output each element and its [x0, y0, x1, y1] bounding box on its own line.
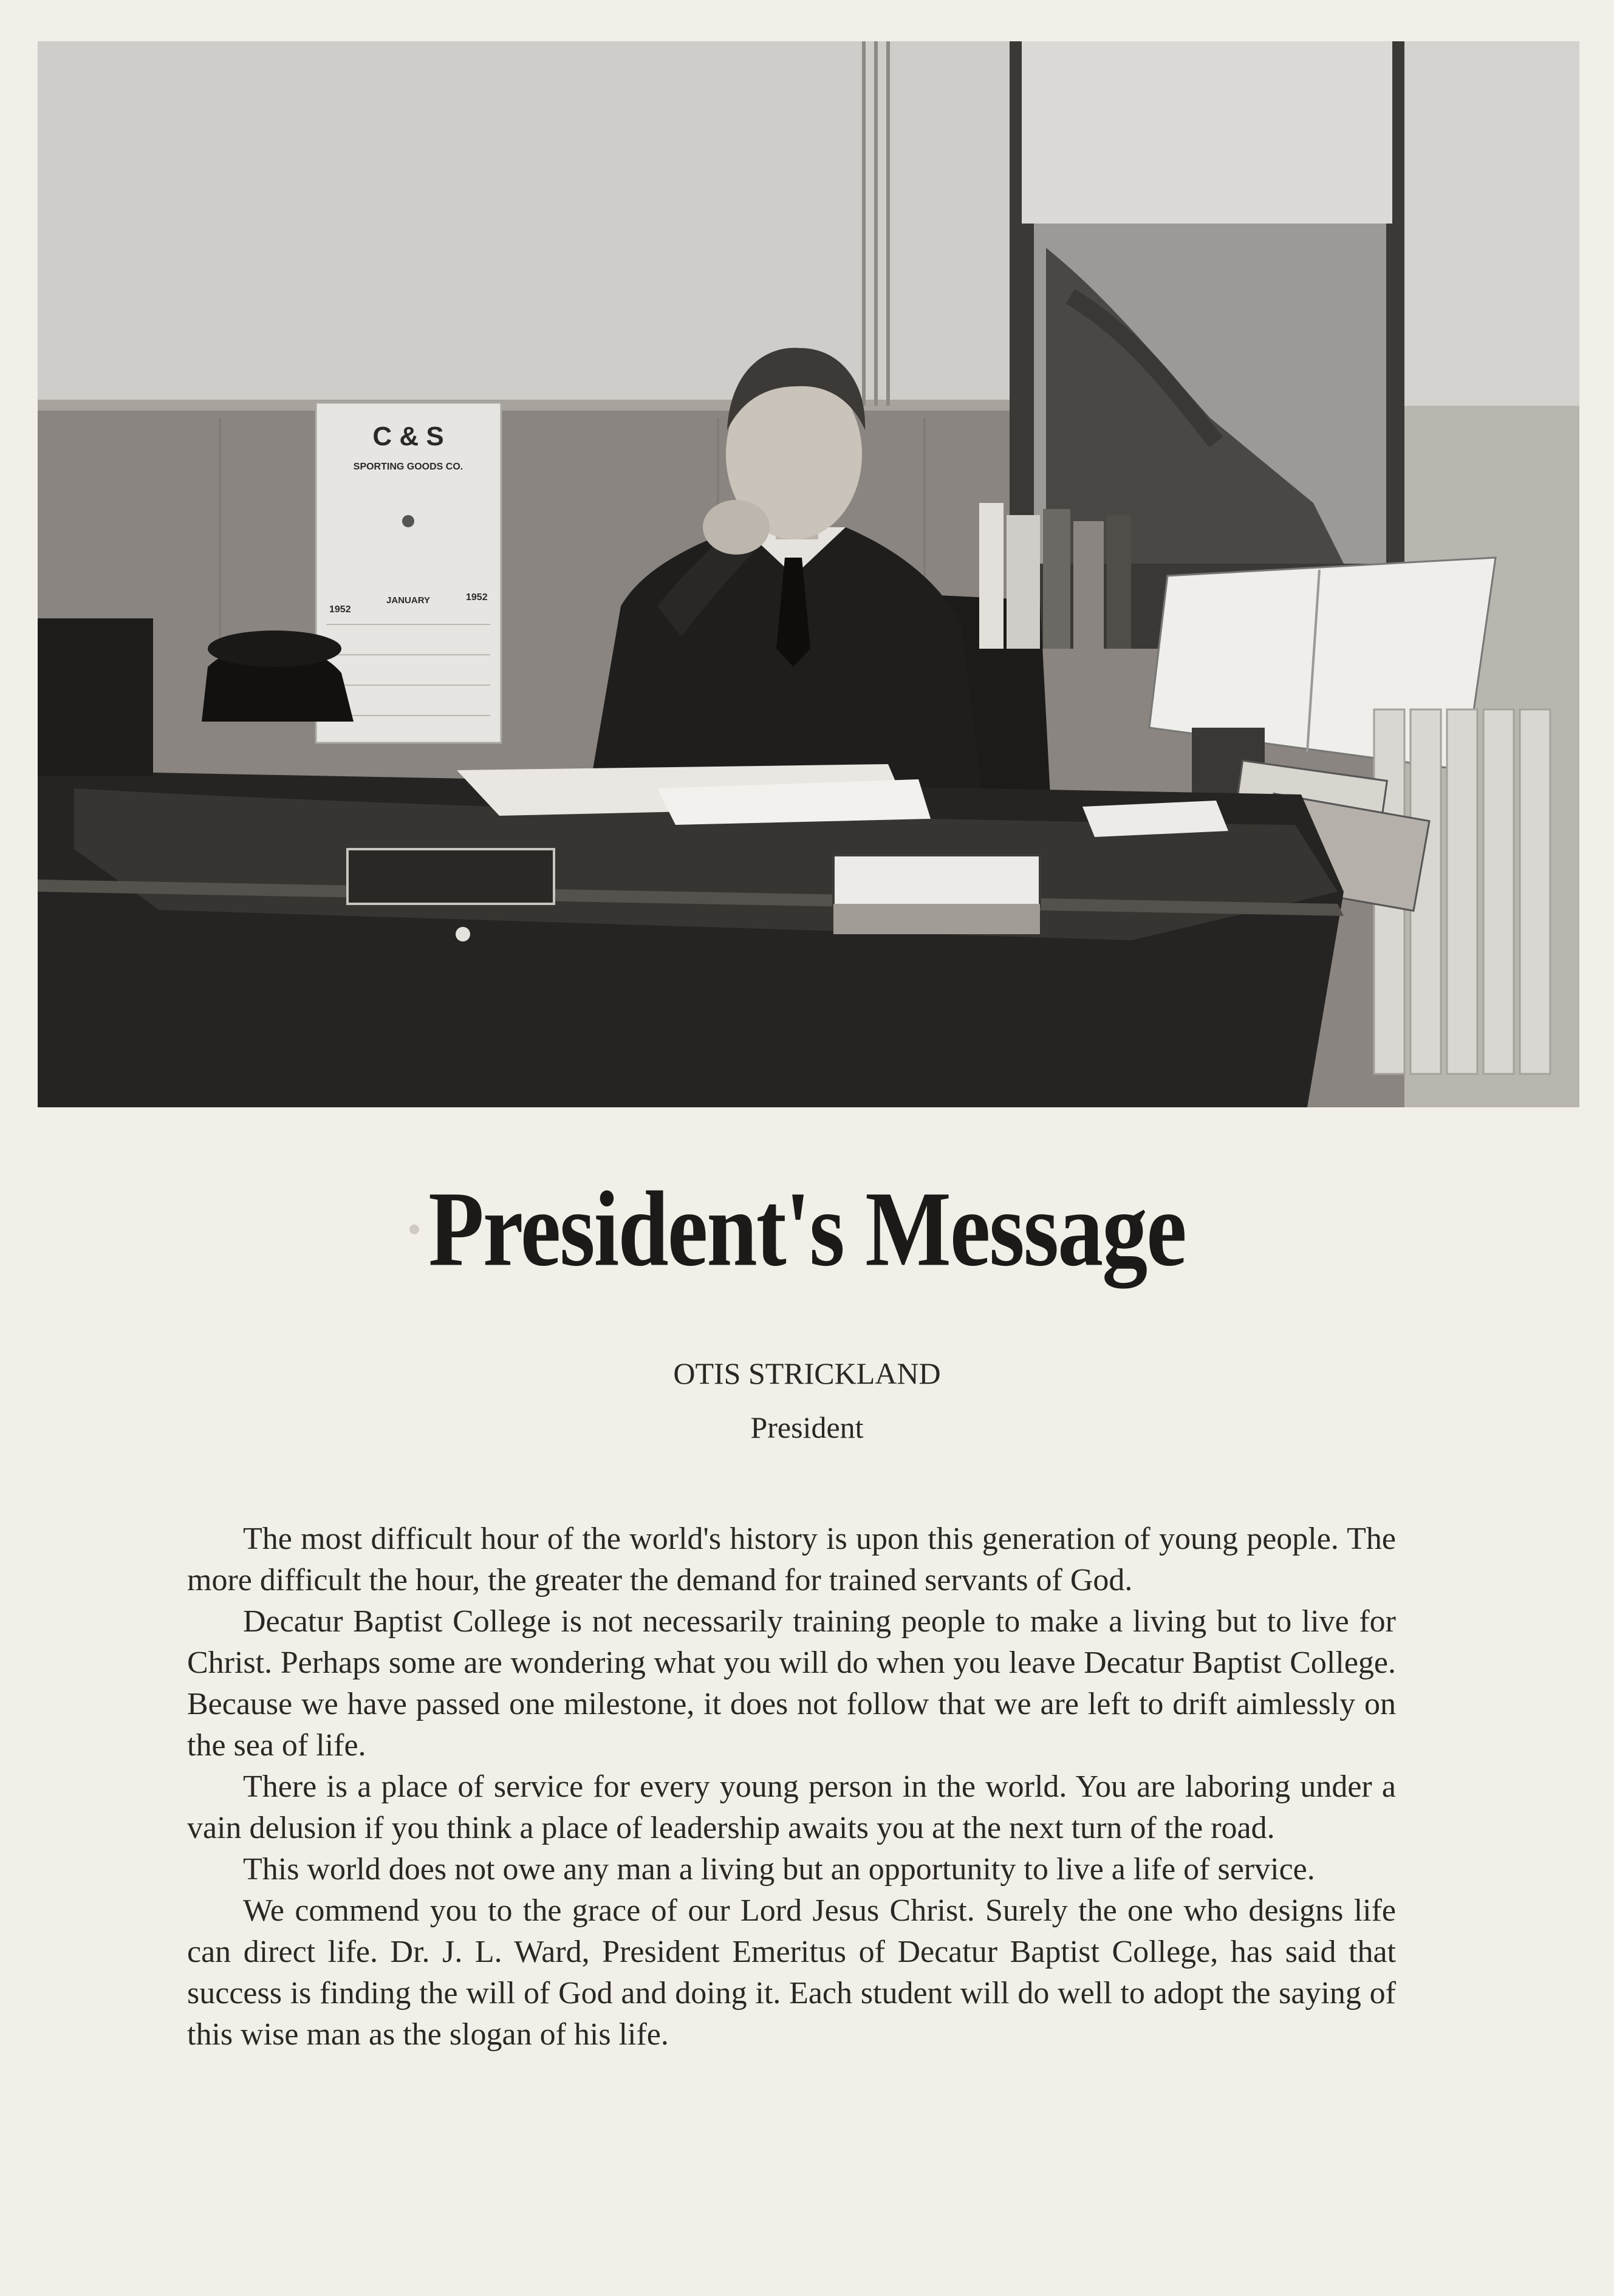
desk-box	[38, 618, 153, 776]
calendar-month: JANUARY	[386, 595, 430, 606]
author-role: President	[750, 1410, 864, 1444]
calendar-company: SPORTING GOODS CO.	[353, 462, 463, 472]
message-paragraph: We commend you to the grace of our Lord Jesus Christ. Surely the one who designs life can direct life. Dr. J. L. Ward, President Emeritus of Decatur Baptist College, has said that success is finding the will of God and doing it. Each student will do well to adopt the saying of this wise man as the slogan of his life.	[187, 1893, 1396, 2052]
message-paragraph: There is a place of service for every young person in the world. You are laboring under a vain delusion if you think a place of leadership awaits you at the next turn of the road.	[187, 1769, 1396, 1845]
message-paragraph: This world does not owe any man a living but an opportunity to live a life of service.	[243, 1852, 1315, 1887]
calendar-brand: C & S	[372, 422, 444, 451]
page-title: President's Message	[428, 1169, 1186, 1289]
message-body	[187, 1519, 1396, 2055]
author-name: OTIS STRICKLAND	[673, 1356, 941, 1390]
message-paragraph: Decatur Baptist College is not necessarily training people to make a living but to live for Christ. Perhaps some are wondering what you will do when you leave Decatur Baptist College. Because we have passed one milestone, it does not follow that we are left to drift aimlessly on the sea of life.	[187, 1604, 1396, 1763]
calendar-year-left: 1952	[329, 604, 351, 615]
telephone	[202, 630, 354, 722]
message-paragraph: The most difficult hour of the world's history is upon this generation of young people. The more difficult the hour, the greater the demand for trained servants of God.	[187, 1522, 1396, 1597]
calendar-year-right: 1952	[466, 592, 488, 603]
window-blind	[1022, 41, 1392, 224]
shelf-books	[979, 503, 1131, 649]
president-photo	[38, 41, 1579, 1107]
